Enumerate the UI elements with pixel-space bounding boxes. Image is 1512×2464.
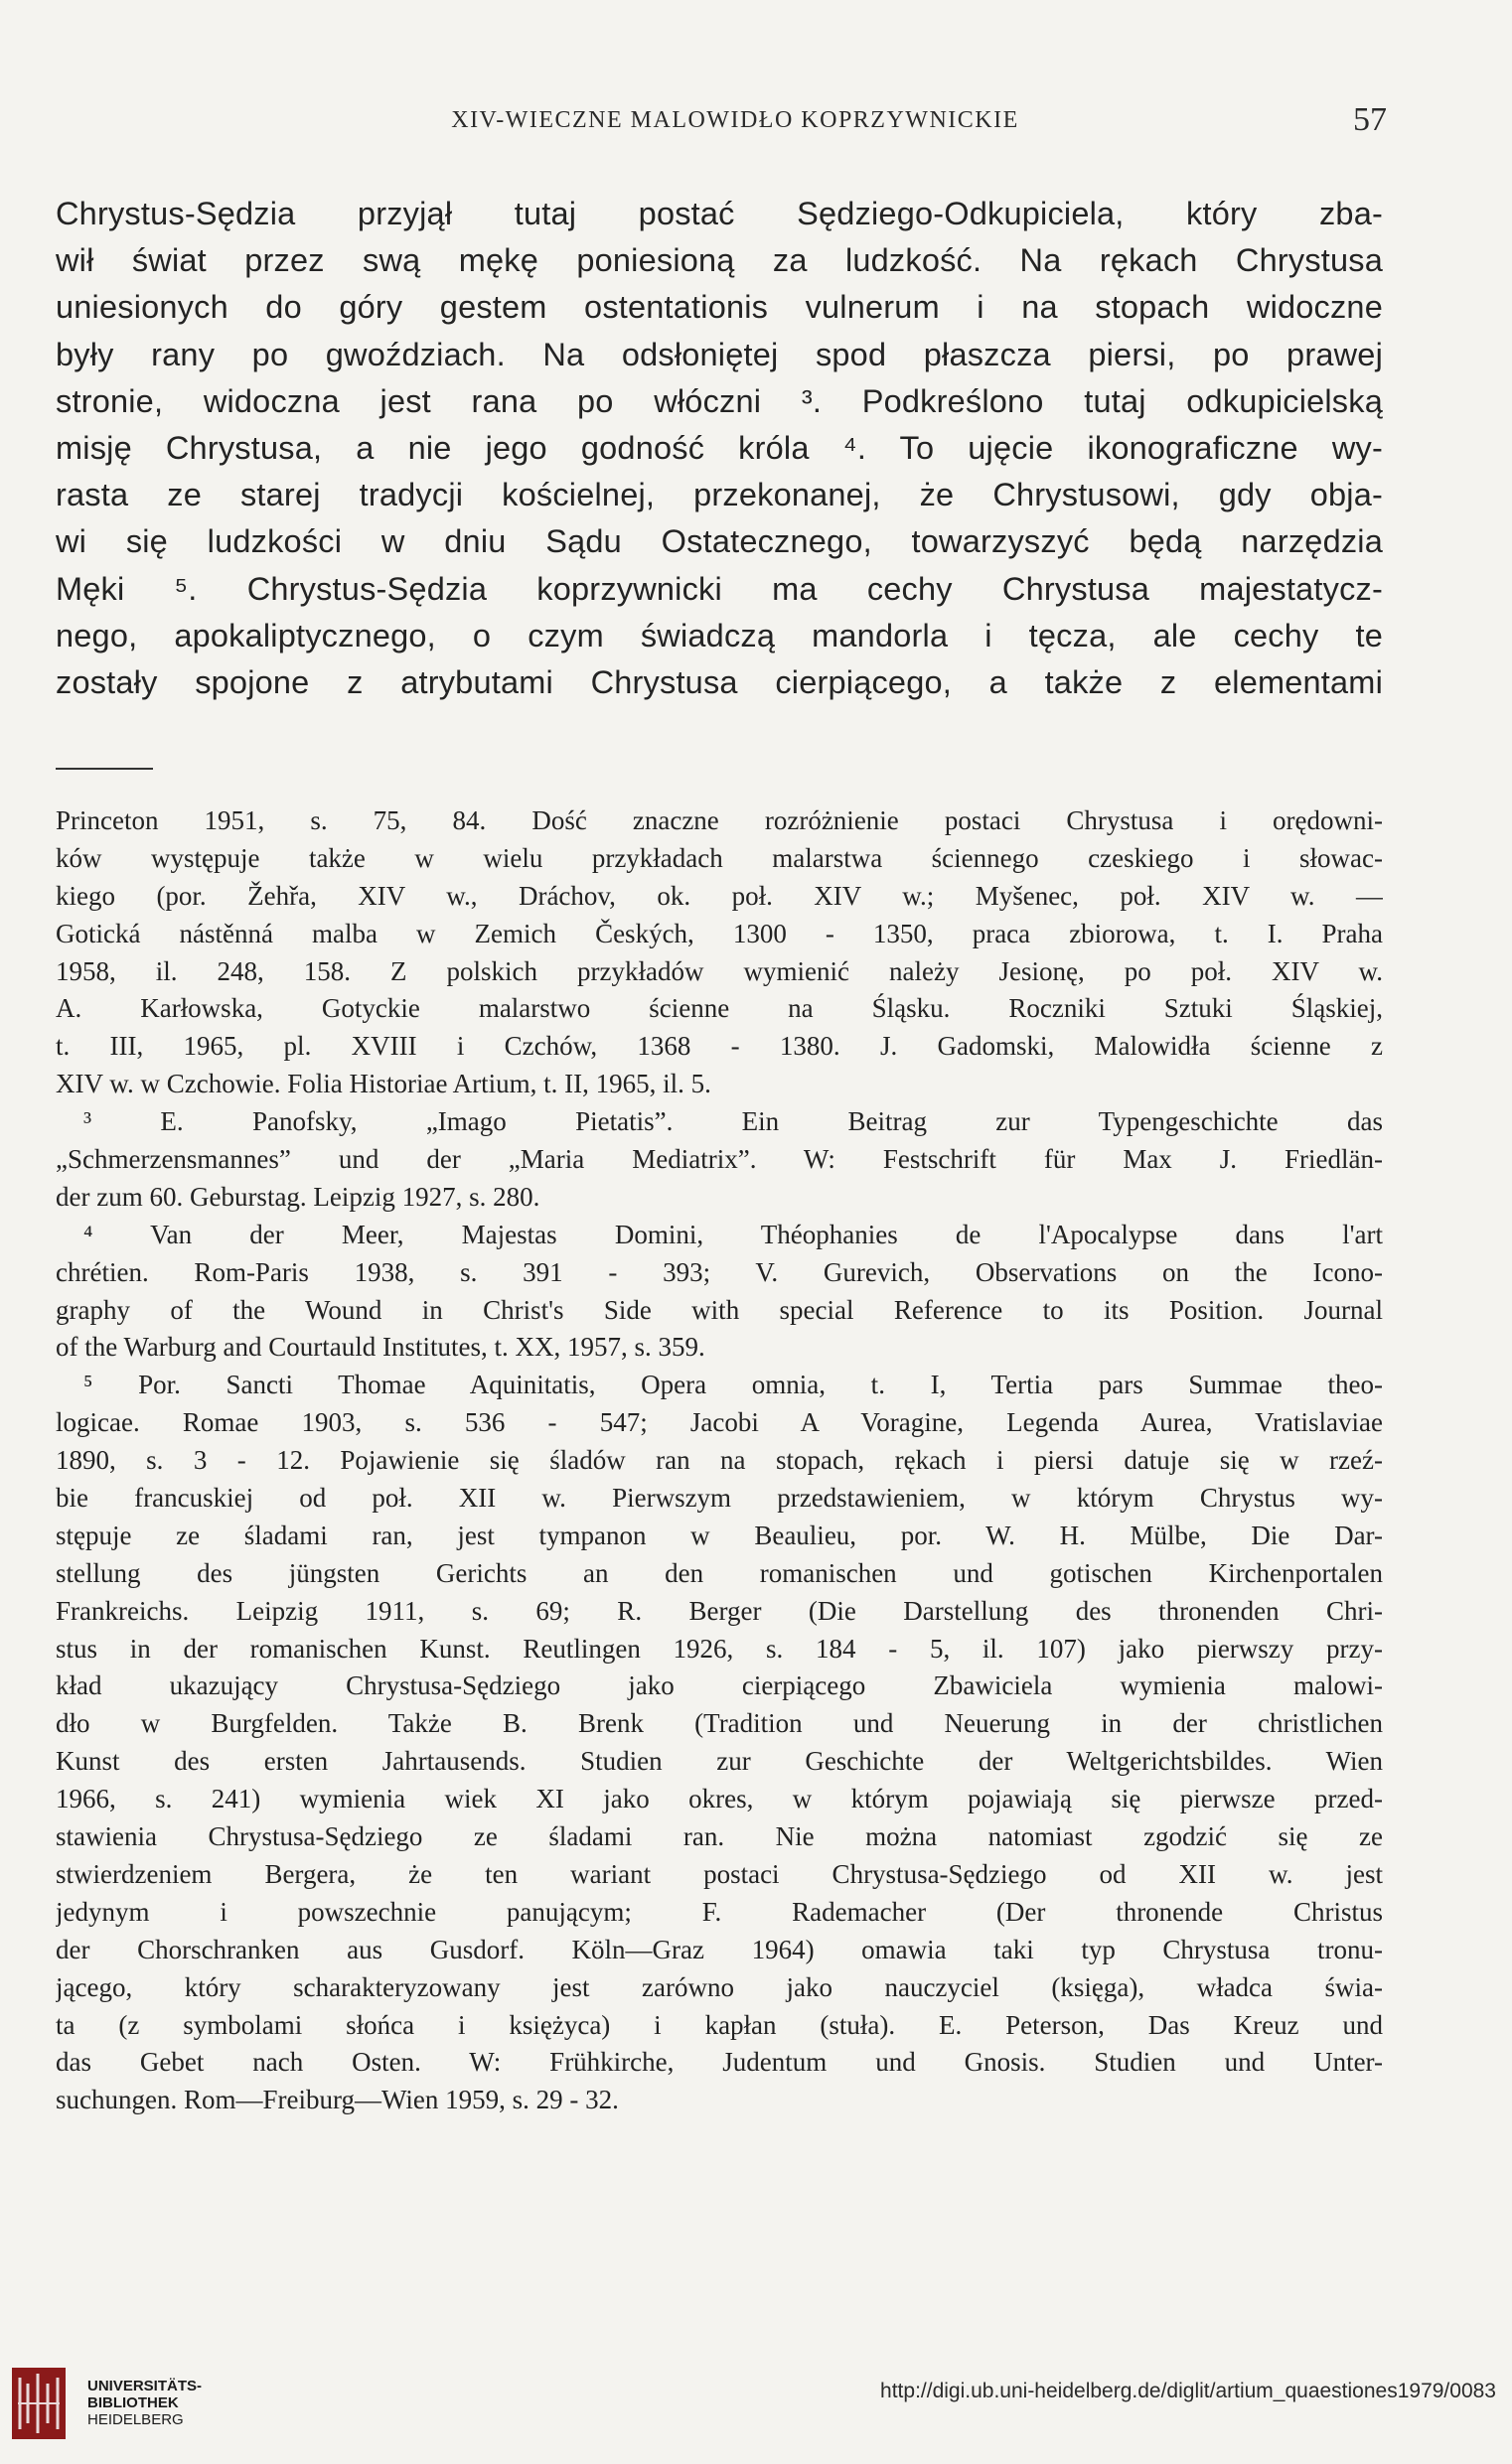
footnote-line: 1966, s. 241) wymienia wiek XI jako okres, w którym pojawiają się pierwsze przed- bbox=[56, 1784, 1383, 1814]
university-library-logo-icon bbox=[8, 2364, 70, 2443]
footnote-3-start: ³ E. Panofsky, „Imago Pietatis”. Ein Beitrag zur Typengeschichte das bbox=[83, 1106, 1383, 1137]
footnote-line: Kunst des ersten Jahrtausends. Studien zur Geschichte der Weltgerichtsbildes. Wien bbox=[56, 1746, 1383, 1777]
running-head: XIV-WIECZNE MALOWIDŁO KOPRZYWNICKIE bbox=[451, 107, 1019, 133]
footnote-line: Gotická nástěnná malba w Zemich Českých, 1300 - 1350, praca zbiorowa, t. I. Praha bbox=[56, 918, 1383, 948]
footnote-divider bbox=[56, 768, 153, 770]
footnote-line: stus in der romanischen Kunst. Reutlingen 1926, s. 184 - 5, il. 107) jako pierwszy przy- bbox=[56, 1633, 1383, 1664]
footnote-line: t. III, 1965, pl. XVIII i Czchów, 1368 - 1380. J. Gadomski, Malowidła ścienne z bbox=[56, 1031, 1383, 1062]
footnote-line: XIV w. w Czchowie. Folia Historiae Artium, t. II, 1965, il. 5. bbox=[56, 1069, 711, 1099]
body-line: zostały spojone z atrybutami Chrystusa cierpiącego, a także z elementami bbox=[56, 663, 1383, 700]
footnotes bbox=[56, 802, 1383, 2119]
library-name bbox=[87, 2378, 202, 2428]
body-line: były rany po gwoździach. Na odsłoniętej spod płaszcza piersi, po prawej bbox=[56, 336, 1383, 372]
library-name-line: BIBLIOTHEK bbox=[87, 2394, 179, 2411]
footnote-line: jącego, który scharakteryzowany jest zarówno jako nauczyciel (księga), władca świa- bbox=[56, 1971, 1383, 2002]
body-line: wił świat przez swą mękę poniesioną za ludzkość. Na rękach Chrystusa bbox=[56, 242, 1383, 279]
main-text bbox=[56, 191, 1383, 706]
library-name-line: HEIDELBERG bbox=[87, 2411, 184, 2428]
footnote-line: chrétien. Rom-Paris 1938, s. 391 - 393; V. Gurevich, Observations on the Icono- bbox=[56, 1256, 1383, 1287]
footnote-line: of the Warburg and Courtauld Institutes, t. XX, 1957, s. 359. bbox=[56, 1332, 705, 1363]
footnote-line: kiego (por. Žehřa, XIV w., Dráchov, ok. poł. XIV w.; Myšenec, poł. XIV w. — bbox=[56, 880, 1383, 911]
footnote-line: bie francuskiej od poł. XII w. Pierwszym przedstawieniem, w którym Chrystus wy- bbox=[56, 1483, 1383, 1514]
footnote-line: suchungen. Rom—Freiburg—Wien 1959, s. 29 - 32. bbox=[56, 2085, 619, 2115]
body-line: misję Chrystusa, a nie jego godność króla ⁴. To ujęcie ikonograficzne wy- bbox=[56, 429, 1383, 466]
page-header bbox=[0, 101, 1512, 147]
footnote-line: das Gebet nach Osten. W: Frühkirche, Judentum und Gnosis. Studien und Unter- bbox=[56, 2047, 1383, 2078]
body-line: stronie, widoczna jest rana po włóczni ³. Podkreślono tutaj odkupicielską bbox=[56, 382, 1383, 419]
footnote-line: ta (z symbolami słońca i księżyca) i kapłan (stuła). E. Peterson, Das Kreuz und bbox=[56, 2009, 1383, 2040]
footnote-line: stwierdzeniem Bergera, że ten wariant postaci Chrystusa-Sędziego od XII w. jest bbox=[56, 1858, 1383, 1889]
page-number: 57 bbox=[1353, 101, 1387, 138]
body-line: nego, apokaliptycznego, o czym świadczą mandorla i tęcza, ale cechy te bbox=[56, 617, 1383, 653]
body-line: rasta ze starej tradycji kościelnej, przekonanej, że Chrystusowi, gdy obja- bbox=[56, 477, 1383, 513]
body-line: Męki ⁵. Chrystus-Sędzia koprzywnicki ma cechy Chrystusa majestatycz- bbox=[56, 570, 1383, 607]
page-footer bbox=[0, 2354, 1512, 2464]
footnote-line: der zum 60. Geburstag. Leipzig 1927, s. 280. bbox=[56, 1181, 540, 1212]
footnote-line: der Chorschranken aus Gusdorf. Köln—Graz 1964) omawia taki typ Chrystusa tronu- bbox=[56, 1934, 1383, 1964]
footnote-line: jedynym i powszechnie panującym; F. Rademacher (Der thronende Christus bbox=[56, 1896, 1383, 1927]
footnote-line: 1890, s. 3 - 12. Pojawienie się śladów ran na stopach, rękach i piersi datuje się w rzeź- bbox=[56, 1445, 1383, 1476]
footnote-line: 1958, il. 248, 158. Z polskich przykładów wymienić należy Jesionę, po poł. XIV w. bbox=[56, 955, 1383, 986]
footnote-line: Frankreichs. Leipzig 1911, s. 69; R. Berger (Die Darstellung des thronenden Chri- bbox=[56, 1595, 1383, 1626]
footnote-5-start: ⁵ Por. Sancti Thomae Aquinitatis, Opera omnia, t. I, Tertia pars Summae theo- bbox=[83, 1370, 1383, 1400]
library-name-line: UNIVERSITÄTS- bbox=[87, 2378, 203, 2394]
footnote-line: stellung des jüngsten Gerichts an den romanischen und gotischen Kirchenportalen bbox=[56, 1557, 1383, 1588]
footnote-line: „Schmerzensmannes” und der „Maria Mediatrix”. W: Festschrift für Max J. Friedlän- bbox=[56, 1144, 1383, 1175]
footnote-line: A. Karłowska, Gotyckie malarstwo ścienne na Śląsku. Roczniki Sztuki Śląskiej, bbox=[56, 993, 1383, 1024]
footnote-line: logicae. Romae 1903, s. 536 - 547; Jacobi A Voragine, Legenda Aurea, Vratislaviae bbox=[56, 1407, 1383, 1438]
source-url-link[interactable]: http://digi.ub.uni-heidelberg.de/diglit/artium_quaestiones1979/0083 bbox=[880, 2380, 1496, 2402]
footnote-line: kład ukazujący Chrystusa-Sędziego jako cierpiącego Zbawiciela wymienia malowi- bbox=[56, 1670, 1383, 1701]
body-line: uniesionych do góry gestem ostentationis vulnerum i na stopach widoczne bbox=[56, 289, 1383, 326]
footnote-line: dło w Burgfelden. Także B. Brenk (Tradition und Neuerung in der christlichen bbox=[56, 1708, 1383, 1739]
footnote-line: stępuje ze śladami ran, jest tympanon w Beaulieu, por. W. H. Mülbe, Die Dar- bbox=[56, 1520, 1383, 1550]
footnote-line: graphy of the Wound in Christ's Side with special Reference to its Position. Journal bbox=[56, 1294, 1383, 1325]
footnote-4-start: ⁴ Van der Meer, Majestas Domini, Théophanies de l'Apocalypse dans l'art bbox=[83, 1219, 1383, 1249]
footnote-line: ków występuje także w wielu przykładach malarstwa ściennego czeskiego i słowac- bbox=[56, 842, 1383, 873]
footnote-line: Princeton 1951, s. 75, 84. Dość znaczne rozróżnienie postaci Chrystusa i orędowni- bbox=[56, 805, 1383, 835]
body-line: Chrystus-Sędzia przyjął tutaj postać Sędziego-Odkupiciela, który zba- bbox=[56, 196, 1383, 231]
footnote-line: stawienia Chrystusa-Sędziego ze śladami ran. Nie można natomiast zgodzić się ze bbox=[56, 1821, 1383, 1852]
body-line: wi się ludzkości w dniu Sądu Ostatecznego, towarzyszyć będą narzędzia bbox=[56, 523, 1383, 560]
